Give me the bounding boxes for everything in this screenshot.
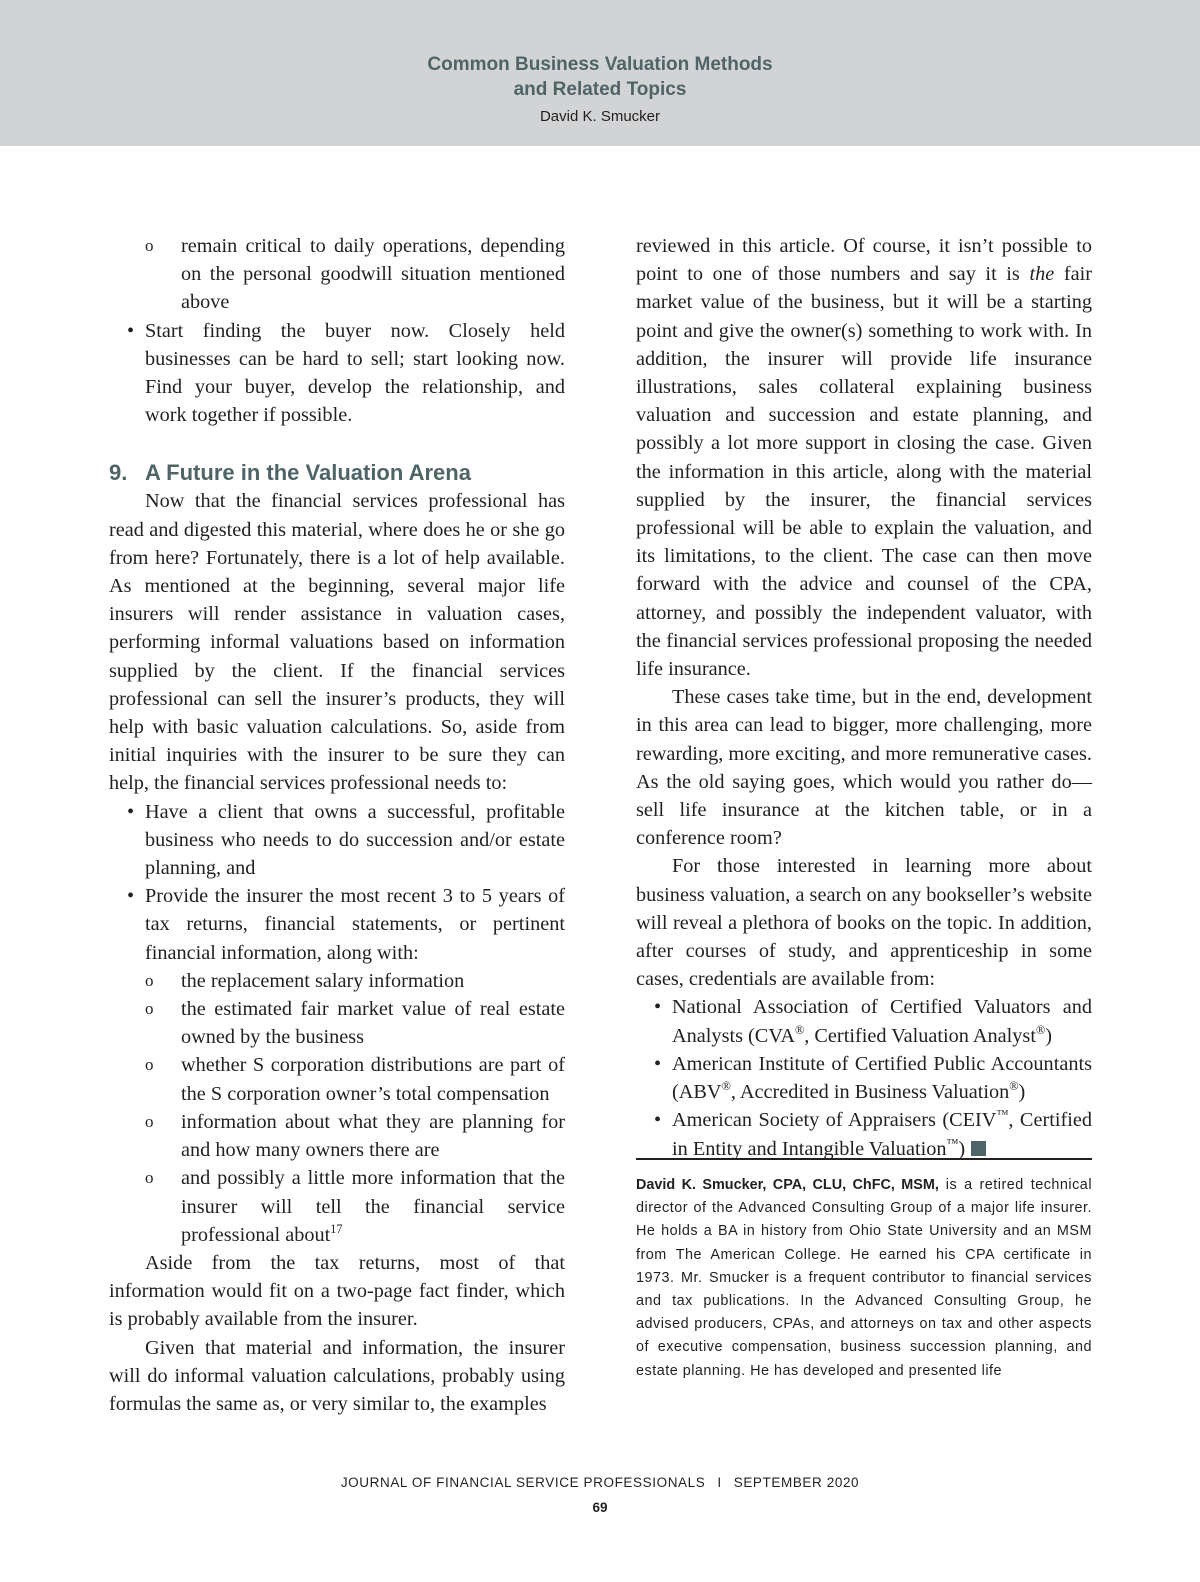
footer-date: SEPTEMBER 2020 [733,1475,860,1490]
bullet-item-text: Provide the insurer the most recent 3 to 5 years of tax returns, financial statements, or pertinent financial information, along with: [145,885,565,964]
sub-bullet-marker: o [145,1168,154,1188]
section-title: A Future in the Valuation Arena [145,460,471,486]
running-header-title-line2: and Related Topics [513,79,687,100]
bullet-marker: • [654,996,662,1019]
sub-list-item [109,1164,565,1249]
footnote-reference[interactable]: 17 [330,1221,343,1236]
footer-separator: I [717,1475,722,1490]
sub-list-item-text: remain critical to daily operations, depending on the personal goodwill situation mentioned above [181,235,565,314]
author-bio [636,1174,1092,1383]
credential-text: American Society of Appraisers (CEIV™, Certified in Entity and Intangible Valuation™) [672,1107,1092,1160]
bullet-item [109,317,565,430]
paragraph-text: reviewed in this article. Of course, it isn’t possible to point to one of those numbers and say it is [636,235,1092,286]
bullet-marker: • [127,800,135,823]
bio-divider [636,1158,1092,1160]
bullet-item-text: Start finding the buyer now. Closely held businesses can be hard to sell; start looking now. Find your buyer, develop the relationship, and work together if possible. [145,319,565,427]
sub-bullet-marker: o [145,1055,154,1075]
bullet-marker: • [127,885,135,908]
sub-list-item [109,995,565,1051]
bullet-item-text: Have a client that owns a successful, profitable business who needs to do succession and/or estate planning, and [145,800,565,880]
sub-list-item [109,1051,565,1107]
credential-text: National Association of Certified Valuators and Analysts (CVA®, Certified Valuation Analyst®) [672,996,1092,1047]
sub-bullet-marker: o [145,999,154,1019]
left-column [109,232,565,1418]
running-header-title-line1: Common Business Valuation Methods [427,54,773,75]
emphasis: the [1029,263,1055,286]
credential-item [636,1106,1092,1162]
paragraph: Aside from the tax returns, most of that information would fit on a two-page fact finder, which is probably available from the insurer. [109,1251,565,1331]
paragraph: Now that the financial services professional has read and digested this material, where does he or she go from here? Fortunately, there is a lot of help available. As mentioned at the beginning, several major life insurers will render assistance in valuation cases, performing informal valuations based on information supplied by the client. If the financial services professional can sell the insurer’s products, they will help with basic valuation calculations. So, aside from initial inquiries with the insurer to be sure they can help, the financial services professional needs to: [109,490,565,795]
paragraph-continued [636,232,1092,683]
sub-list-item [109,1108,565,1164]
page-number: 69 [592,1500,608,1515]
sub-bullet-marker: o [145,970,154,990]
section-heading [109,459,565,487]
bio-author-name: David K. Smucker, CPA, CLU, ChFC, MSM, [636,1177,939,1193]
paragraph: Given that material and information, the insurer will do informal valuation calculations, probably using formulas the same as, or very similar to, the examples [109,1336,565,1415]
running-header [0,0,1200,146]
sub-bullet-marker: o [145,1111,154,1131]
credential-text: American Institute of Certified Public Accountants (ABV®, Accredited in Business Valuation®) [672,1052,1092,1104]
page-footer [0,1475,1200,1490]
bullet-marker: • [127,319,135,342]
sub-list-item-text: and possibly a little more information that the insurer will tell the financial service professional about [181,1167,565,1246]
sub-list-item [109,232,565,317]
paragraph: These cases take time, but in the end, development in this area can lead to bigger, more challenging, more rewarding, more exciting, and more remunerative cases. As the old saying goes, which would you rather do—sell life insurance at the kitchen table, or in a conference room? [636,686,1092,850]
sub-list-item [109,967,565,995]
sub-list-item-text: the estimated fair market value of real estate owned by the business [181,998,565,1049]
bullet-item [109,882,565,967]
credential-item [636,1050,1092,1106]
credential-item [636,993,1092,1049]
sub-list-item-text: the replacement salary information [181,969,465,992]
bullet-marker: • [654,1109,662,1132]
right-column [636,232,1092,1163]
sub-list-item-text: whether S corporation distributions are part of the S corporation owner’s total compensation [181,1054,565,1105]
sub-list-item-text: information about what they are planning for and how many owners there are [181,1110,565,1162]
paragraph-text: fair market value of the business, but it will be a starting point and give the owner(s) something to work with. In addition, the insurer will provide life insurance illustrations, sales collateral explaining business valuation and succession and estate planning, and possibly a lot more support in closing the case. Given the information in this article, along with the material supplied by the insurer, the financial services professional will be able to explain the valuation, and its limitations, to the client. The case can then move forward with the advice and counsel of the CPA, attorney, and possibly the independent valuator, with the financial services professional proposing the needed life insurance. [636,263,1092,681]
bullet-item [109,798,565,883]
section-number: 9. [109,460,128,486]
footer-journal: JOURNAL OF FINANCIAL SERVICE PROFESSIONALS [340,1475,706,1490]
bullet-marker: • [654,1052,662,1075]
paragraph: For those interested in learning more about business valuation, a search on any bookseller’s website will reveal a plethora of books on the topic. In addition, after courses of study, and apprenticeship in some cases, credentials are available from: [636,855,1092,991]
bio-text: is a retired technical director of the Advanced Consulting Group of a major life insurer. He holds a BA in history from Ohio State University and an MSM from The American College. He earned his CPA certificate in 1973. Mr. Smucker is a frequent contributor to financial services and tax publications. In the Advanced Consulting Group, he advised producers, CPAs, and attorneys on tax and other aspects of executive compensation, business succession planning, and estate planning. He has developed and presented life [636,1177,1093,1379]
running-header-author: David K. Smucker [539,108,661,125]
sub-bullet-marker: o [145,236,154,255]
end-of-article-square-icon [971,1141,986,1156]
